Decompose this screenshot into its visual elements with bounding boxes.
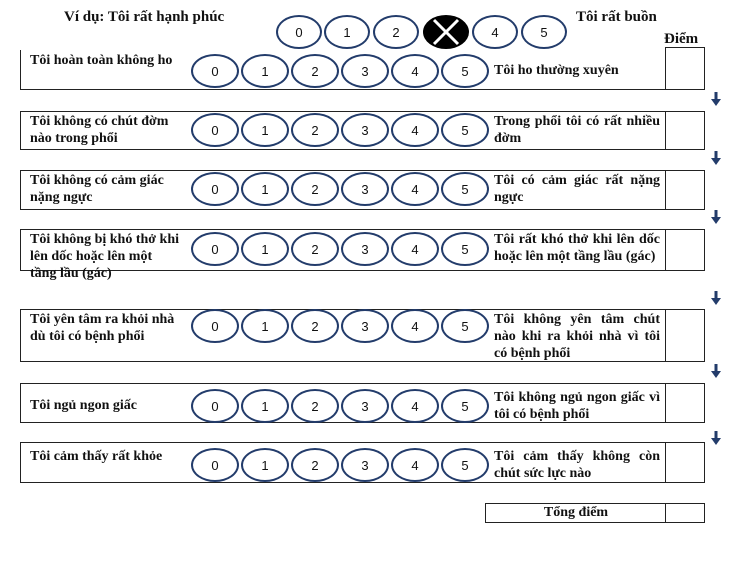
score-option-1[interactable]: 1 xyxy=(241,54,289,88)
score-option-2[interactable]: 2 xyxy=(291,232,339,266)
score-option-2[interactable]: 2 xyxy=(291,54,339,88)
score-option-5[interactable]: 5 xyxy=(441,232,489,266)
score-option-2[interactable]: 2 xyxy=(291,389,339,423)
score-option-5[interactable]: 5 xyxy=(441,54,489,88)
score-field[interactable] xyxy=(665,229,705,271)
score-option-3[interactable]: 3 xyxy=(341,54,389,88)
score-option-1[interactable]: 1 xyxy=(241,448,289,482)
score-field[interactable] xyxy=(665,442,705,483)
question-right-text: Tôi rất khó thở khi lên dốc hoặc lên một tầng lầu (gác) xyxy=(494,232,660,264)
question-left-text: Tôi không có cảm giác nặng ngực xyxy=(30,173,164,205)
score-field[interactable] xyxy=(665,47,705,90)
arrow-down-icon xyxy=(711,431,721,445)
score-option-3[interactable]: 3 xyxy=(341,309,389,343)
example-option-4: 4 xyxy=(472,15,518,49)
arrow-down-icon xyxy=(711,92,721,106)
score-option-5[interactable]: 5 xyxy=(441,389,489,423)
score-option-1[interactable]: 1 xyxy=(241,113,289,147)
score-option-0[interactable]: 0 xyxy=(191,54,239,88)
score-field[interactable] xyxy=(665,111,705,150)
question-right-text: Tôi có cảm giác rất nặng ngực xyxy=(494,173,660,205)
score-option-4[interactable]: 4 xyxy=(391,448,439,482)
example-option-5: 5 xyxy=(521,15,567,49)
score-field[interactable] xyxy=(665,383,705,423)
arrow-down-icon xyxy=(711,151,721,165)
question-right-text: Tôi cảm thấy không còn chút sức lực nào xyxy=(494,449,660,481)
question-left-text: Tôi cảm thấy rất khỏe xyxy=(30,449,163,464)
arrow-down-icon xyxy=(711,364,721,378)
question-left-text: Tôi ngủ ngon giấc xyxy=(30,398,137,413)
score-option-1[interactable]: 1 xyxy=(241,172,289,206)
example-option-3 xyxy=(423,15,469,49)
total-score-label: Tổng điểm xyxy=(543,505,609,520)
question-right-text: Tôi không yên tâm chút nào khi ra khỏi nhà vì tôi có bệnh phổi xyxy=(494,312,660,361)
score-option-4[interactable]: 4 xyxy=(391,309,439,343)
question-right-text: Tôi không ngủ ngon giấc vì tôi có bệnh phổi xyxy=(494,390,660,422)
score-option-4[interactable]: 4 xyxy=(391,54,439,88)
example-option-0: 0 xyxy=(276,15,322,49)
score-option-5[interactable]: 5 xyxy=(441,448,489,482)
question-left-text: Tôi yên tâm ra khỏi nhà dù tôi có bệnh phổi xyxy=(30,312,175,344)
score-option-0[interactable]: 0 xyxy=(191,389,239,423)
score-option-4[interactable]: 4 xyxy=(391,113,439,147)
score-option-1[interactable]: 1 xyxy=(241,232,289,266)
score-option-5[interactable]: 5 xyxy=(441,172,489,206)
score-option-0[interactable]: 0 xyxy=(191,309,239,343)
score-option-3[interactable]: 3 xyxy=(341,113,389,147)
score-option-5[interactable]: 5 xyxy=(441,113,489,147)
score-option-2[interactable]: 2 xyxy=(291,448,339,482)
score-option-3[interactable]: 3 xyxy=(341,232,389,266)
score-option-0[interactable]: 0 xyxy=(191,232,239,266)
example-option-2: 2 xyxy=(373,15,419,49)
example-option-1: 1 xyxy=(324,15,370,49)
score-option-0[interactable]: 0 xyxy=(191,448,239,482)
score-option-4[interactable]: 4 xyxy=(391,232,439,266)
score-option-0[interactable]: 0 xyxy=(191,172,239,206)
score-option-4[interactable]: 4 xyxy=(391,172,439,206)
score-option-4[interactable]: 4 xyxy=(391,389,439,423)
score-option-1[interactable]: 1 xyxy=(241,389,289,423)
score-option-2[interactable]: 2 xyxy=(291,172,339,206)
score-option-2[interactable]: 2 xyxy=(291,309,339,343)
score-option-3[interactable]: 3 xyxy=(341,389,389,423)
arrow-down-icon xyxy=(711,291,721,305)
score-field[interactable] xyxy=(665,170,705,210)
question-left-text: Tôi không có chút đờm nào trong phổi xyxy=(30,114,169,146)
question-left-text: Tôi không bị khó thở khi lên dốc hoặc lên một tầng lầu (gác) xyxy=(30,232,179,281)
score-option-3[interactable]: 3 xyxy=(341,172,389,206)
cross-mark-icon xyxy=(426,17,466,47)
score-option-3[interactable]: 3 xyxy=(341,448,389,482)
question-right-text: Tôi ho thường xuyên xyxy=(494,63,619,78)
total-score-field[interactable] xyxy=(665,503,705,523)
example-suffix: Tôi rất buồn xyxy=(576,9,657,25)
score-option-0[interactable]: 0 xyxy=(191,113,239,147)
score-header: Điểm xyxy=(664,31,699,47)
question-right-text: Trong phổi tôi có rất nhiều đờm xyxy=(494,114,660,146)
score-option-5[interactable]: 5 xyxy=(441,309,489,343)
score-field[interactable] xyxy=(665,309,705,362)
score-option-2[interactable]: 2 xyxy=(291,113,339,147)
arrow-down-icon xyxy=(711,210,721,224)
score-option-1[interactable]: 1 xyxy=(241,309,289,343)
example-prefix: Ví dụ: Tôi rất hạnh phúc xyxy=(64,9,225,25)
question-left-text: Tôi hoàn toàn không ho xyxy=(30,53,173,68)
